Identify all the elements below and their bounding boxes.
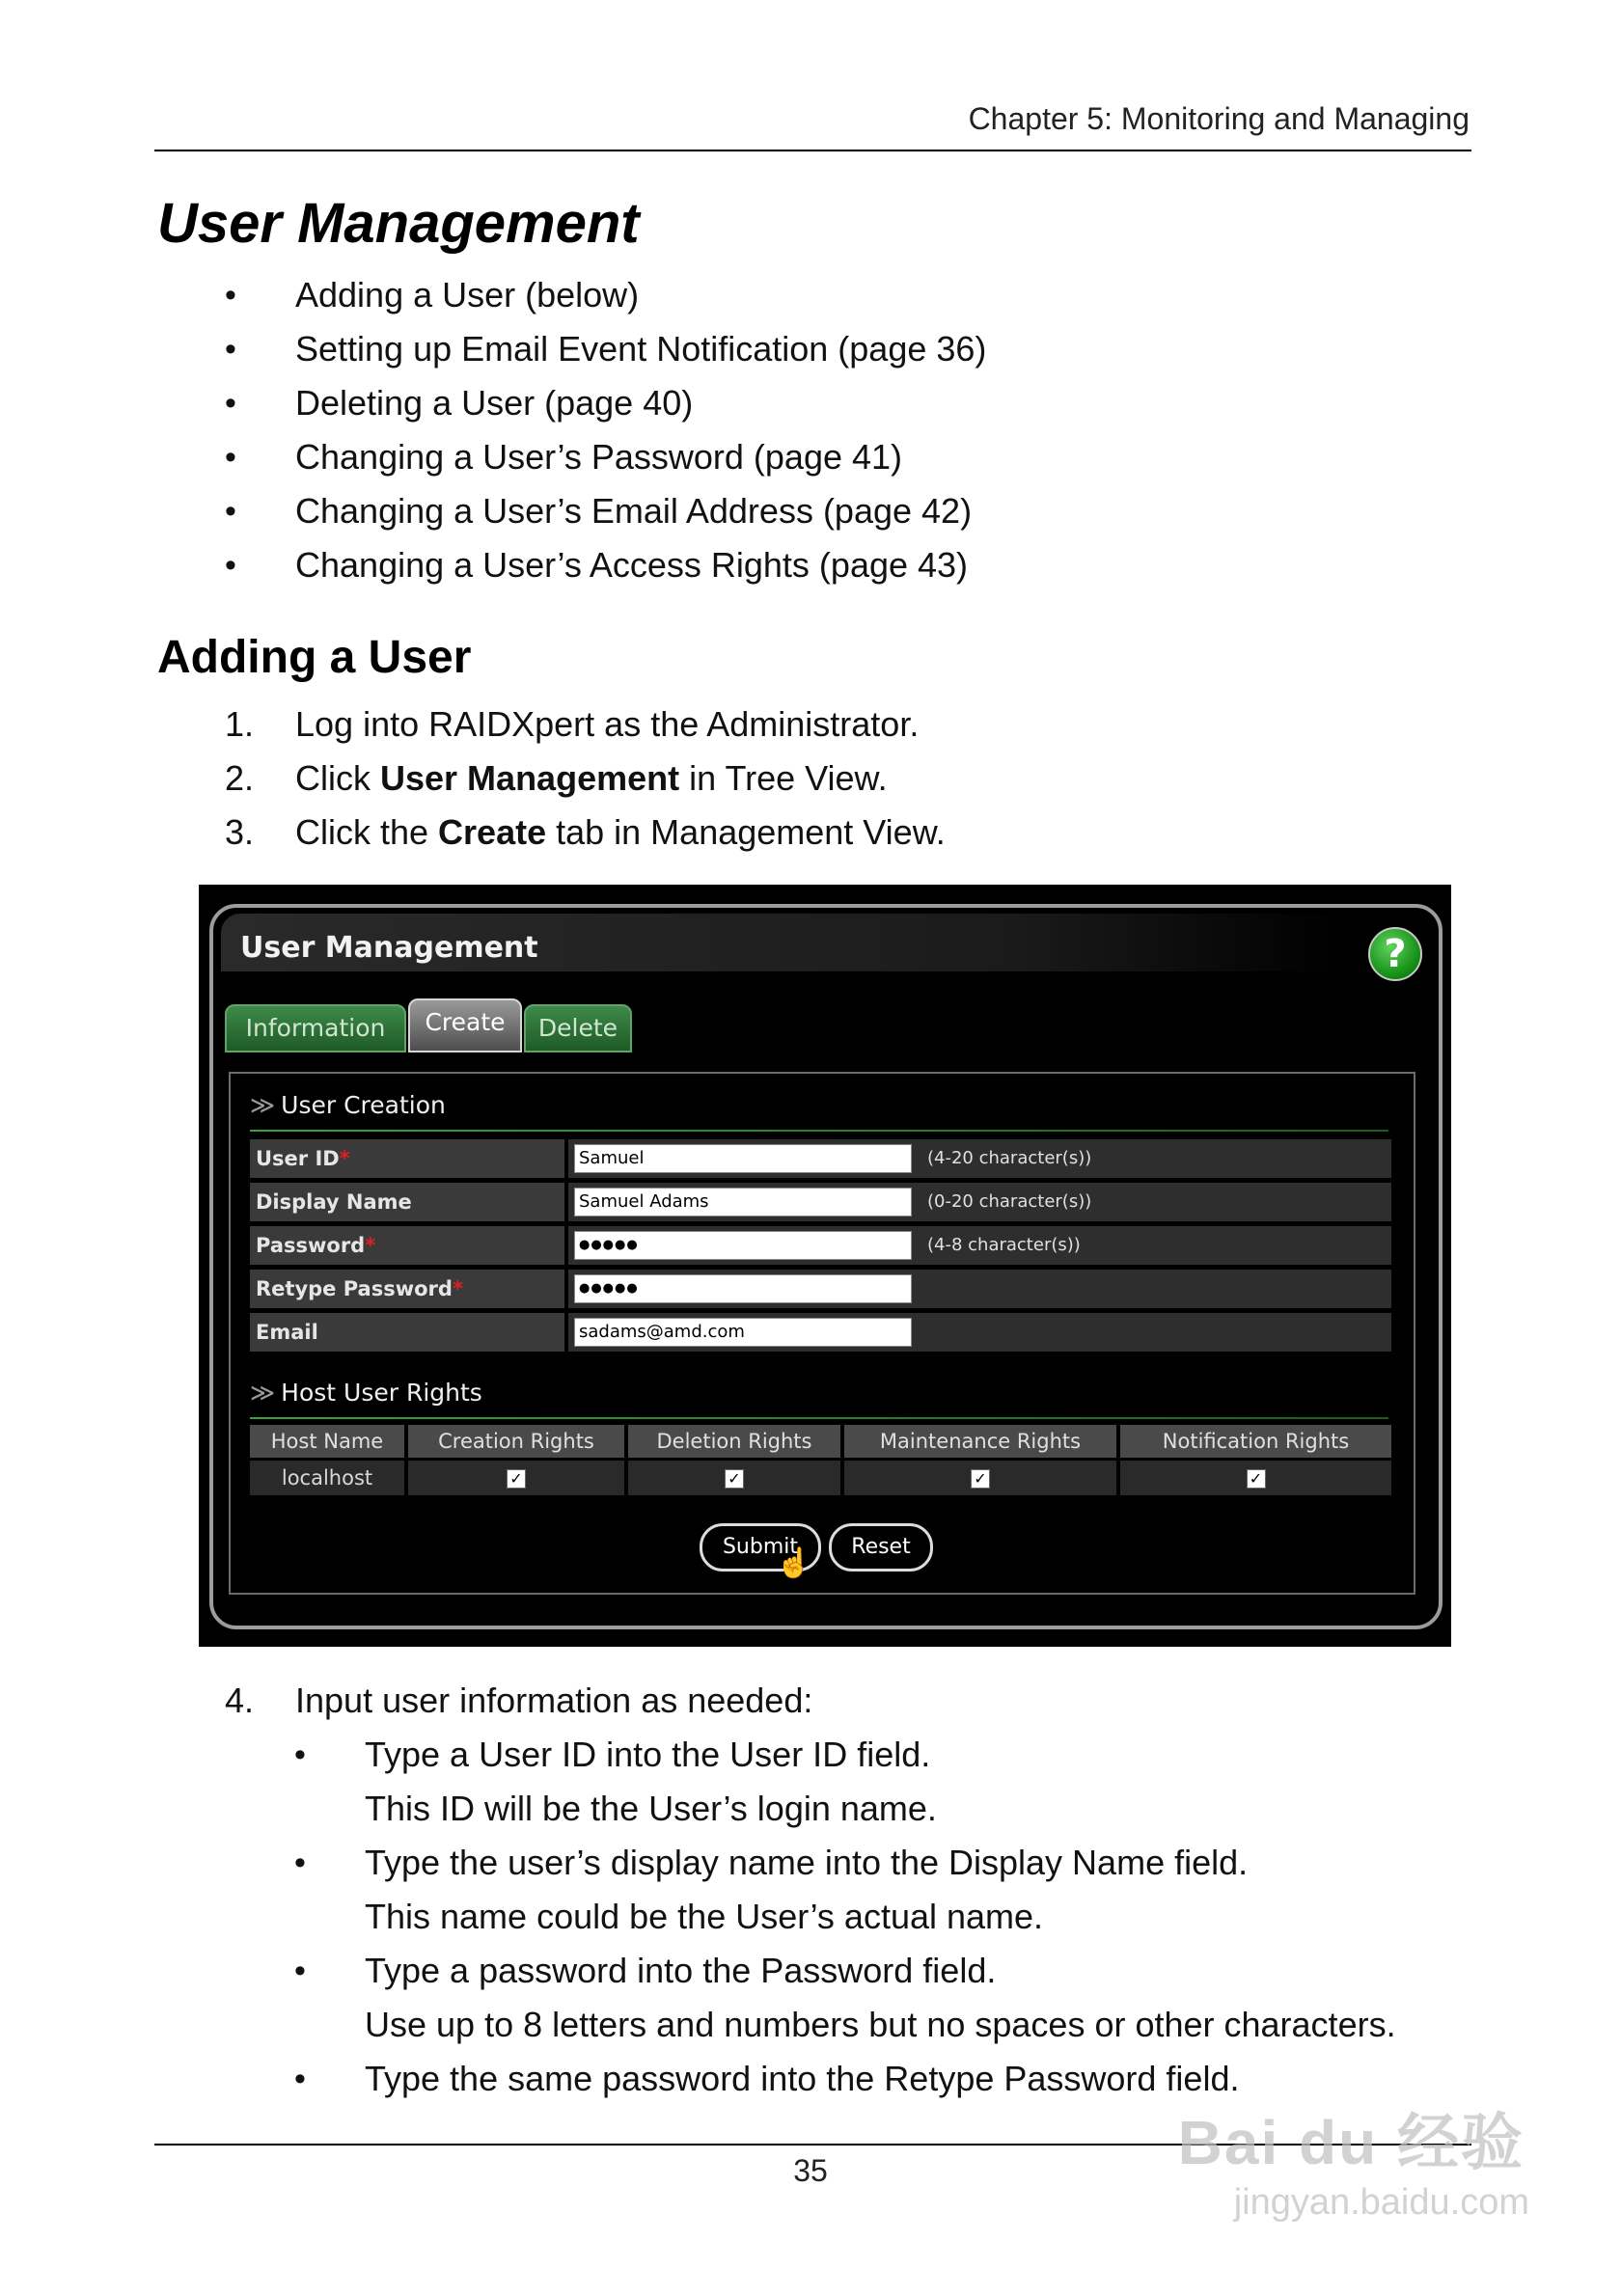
sub-item: Type the same password into the Retype Password field.: [365, 2059, 1240, 2098]
field-label: User ID*: [250, 1139, 564, 1178]
help-icon[interactable]: ?: [1368, 927, 1422, 981]
field-row-password: [250, 1226, 1391, 1267]
step-number: 2.: [225, 758, 255, 798]
user-creation-form: [229, 1072, 1415, 1595]
toc-item: Setting up Email Event Notification (page 36): [295, 329, 987, 369]
field-row-retype-password: [250, 1270, 1391, 1310]
toc-bullet: •: [225, 385, 236, 422]
user-management-screenshot: [199, 885, 1451, 1647]
field-label: Display Name: [250, 1183, 564, 1221]
column-header: Host Name: [250, 1425, 404, 1458]
reset-button[interactable]: Reset: [829, 1523, 933, 1572]
step-number: 3.: [225, 812, 255, 852]
header-rule: [154, 150, 1471, 151]
display-name-input[interactable]: Samuel Adams: [574, 1188, 912, 1216]
host-name-cell: localhost: [250, 1461, 404, 1495]
user-id-input[interactable]: Samuel: [574, 1144, 912, 1173]
collapse-icon[interactable]: ≫: [250, 1091, 276, 1119]
sub-item: Type a User ID into the User ID field.: [365, 1735, 931, 1774]
step-text: Input user information as needed:: [295, 1681, 813, 1720]
field-row-email: [250, 1313, 1391, 1353]
page-number: 35: [793, 2153, 828, 2188]
password-input[interactable]: ●●●●●: [574, 1231, 912, 1260]
sub-bullet: •: [294, 1736, 306, 1773]
column-header: Creation Rights: [408, 1425, 624, 1458]
toc-item: Deleting a User (page 40): [295, 383, 694, 423]
field-hint: (0-20 character(s)): [927, 1191, 1092, 1212]
sub-item: Type a password into the Password field.: [365, 1951, 997, 1990]
step-number: 1.: [225, 704, 255, 744]
tab-information[interactable]: Information: [225, 1004, 406, 1052]
column-header: Deletion Rights: [628, 1425, 840, 1458]
sub-note: This ID will be the User’s login name.: [365, 1789, 937, 1828]
column-header: Notification Rights: [1120, 1425, 1391, 1458]
tab-delete[interactable]: Delete: [524, 1004, 632, 1052]
hand-cursor-icon: ☝: [776, 1547, 812, 1579]
step-text: Click the Create tab in Management View.: [295, 812, 946, 852]
email-input[interactable]: sadams@amd.com: [574, 1318, 912, 1347]
column-header: Maintenance Rights: [844, 1425, 1116, 1458]
deletion-rights-checkbox[interactable]: ✓: [725, 1469, 744, 1489]
watermark-url: jingyan.baidu.com: [1233, 2182, 1529, 2223]
field-hint: (4-8 character(s)): [927, 1235, 1081, 1255]
submit-button[interactable]: Submit: [700, 1523, 821, 1572]
sub-note: This name could be the User’s actual name.: [365, 1897, 1044, 1936]
field-label: Retype Password*: [250, 1270, 564, 1308]
field-row-user-id: [250, 1139, 1391, 1180]
toc-bullet: •: [225, 277, 236, 314]
toc-item: Changing a User’s Password (page 41): [295, 437, 903, 477]
step-number: 4.: [225, 1681, 255, 1720]
sub-bullet: •: [294, 1845, 306, 1881]
field-hint: (4-20 character(s)): [927, 1148, 1092, 1168]
section-divider: [250, 1130, 1388, 1132]
watermark-logo: Bai du 经验: [1177, 2108, 1525, 2177]
toc-bullet: •: [225, 547, 236, 584]
field-row-display-name: [250, 1183, 1391, 1223]
toc-bullet: •: [225, 331, 236, 368]
sub-bullet: •: [294, 2061, 306, 2097]
retype-password-input[interactable]: ●●●●●: [574, 1274, 912, 1303]
sub-bullet: •: [294, 1953, 306, 1989]
host-rights-heading: ≫ Host User Rights: [250, 1379, 482, 1407]
page-title: User Management: [157, 192, 640, 255]
panel-frame: [209, 904, 1442, 1629]
section-heading: Adding a User: [157, 632, 472, 683]
notification-rights-checkbox[interactable]: ✓: [1247, 1469, 1266, 1489]
field-label: Email: [250, 1313, 564, 1352]
tab-create[interactable]: Create: [408, 998, 522, 1052]
field-label: Password*: [250, 1226, 564, 1265]
maintenance-rights-checkbox[interactable]: ✓: [971, 1469, 990, 1489]
step-text: Log into RAIDXpert as the Administrator.: [295, 704, 920, 744]
toc-item: Adding a User (below): [295, 275, 640, 314]
sub-note: Use up to 8 letters and numbers but no spaces or other characters.: [365, 2005, 1396, 2044]
sub-item: Type the user’s display name into the Display Name field.: [365, 1843, 1249, 1882]
chapter-header: Chapter 5: Monitoring and Managing: [968, 101, 1470, 136]
section-divider: [250, 1417, 1388, 1419]
step-text: Click User Management in Tree View.: [295, 758, 888, 798]
toc-item: Changing a User’s Email Address (page 42): [295, 491, 973, 531]
toc-bullet: •: [225, 493, 236, 530]
creation-rights-checkbox[interactable]: ✓: [507, 1469, 526, 1489]
user-creation-heading: ≫ User Creation: [250, 1091, 446, 1119]
toc-item: Changing a User’s Access Rights (page 43): [295, 545, 969, 585]
toc-bullet: •: [225, 439, 236, 476]
panel-title: User Management: [240, 931, 538, 965]
collapse-icon[interactable]: ≫: [250, 1379, 276, 1407]
